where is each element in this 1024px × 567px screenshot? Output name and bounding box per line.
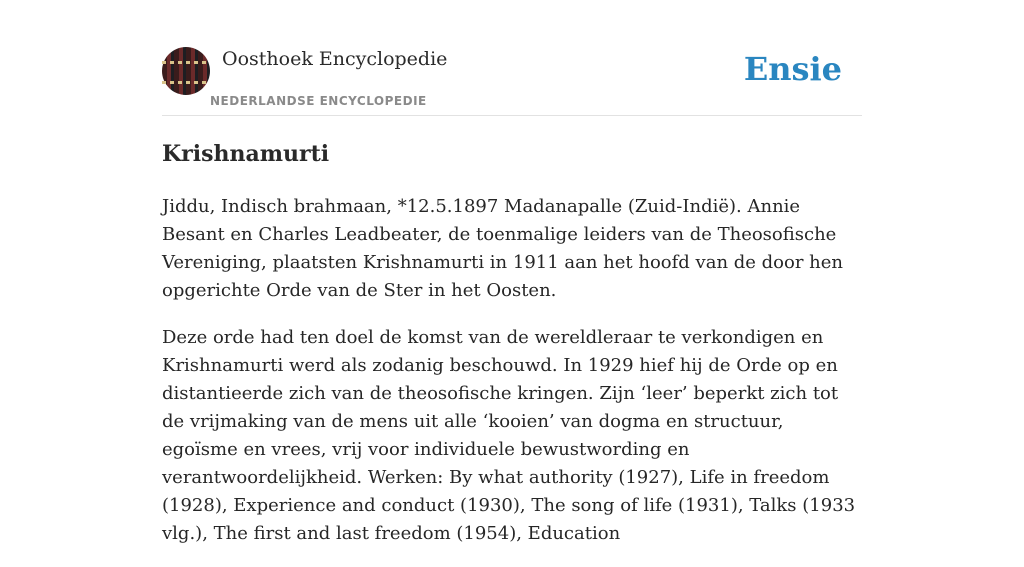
site-header <box>162 40 862 116</box>
brand-logo[interactable]: Ensie <box>743 50 842 88</box>
article-paragraph: Jiddu, Indisch brahmaan, *12.5.1897 Madanapalle (Zuid-Indië). Annie Besant en Charles Leadbeater, de toenmalige leiders van de Theosofische Vereniging, plaatsten Krishnamurti in 1911 aan het hoofd van de door hen opgerichte Orde van de Ster in het Oosten. <box>162 196 844 301</box>
article-body <box>162 193 862 567</box>
site-title[interactable]: Oosthoek Encyclopedie <box>222 48 448 70</box>
article-title: Krishnamurti <box>162 141 330 167</box>
site-subtitle: NEDERLANDSE ENCYCLOPEDIE <box>210 94 427 108</box>
article-paragraph: Deze orde had ten doel de komst van de wereldleraar te verkondigen en Krishnamurti werd als zodanig beschouwd. In 1929 hief hij de Orde op en distantieerde zich van de theosofische kringen. Zijn ‘leer’ beperkt zich tot de vrijmaking van de mens uit alle ‘kooien’ van dogma en structuur, egoïsme en vrees, vrij voor individuele bewustwording en verantwoordelijkheid. Werken: By what authority (1927), Life in freedom (1928), Experience and conduct (1930), The song of life (1931), Talks (1933 vlg.), The first and last freedom (1954), Education <box>162 327 856 544</box>
book-shelf-icon[interactable] <box>162 47 210 95</box>
